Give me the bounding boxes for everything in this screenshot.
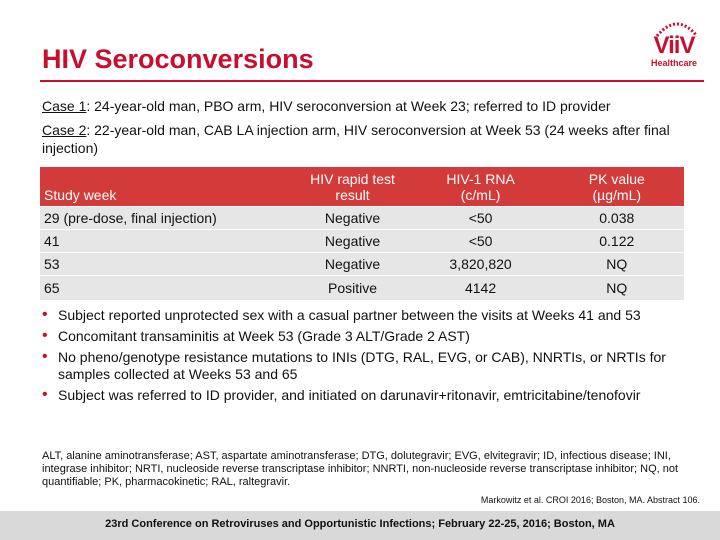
case-1 — [42, 97, 706, 115]
cell-week: 29 (pre-dose, final injection) — [40, 207, 293, 230]
cell-pk-value: 0.038 — [550, 207, 684, 230]
table-row — [40, 253, 684, 276]
case-2-text: : 22-year-old man, CAB LA injection arm, HIV seroconversion at Week 53 (24 weeks after final injection) — [42, 122, 670, 156]
cell-rapid-test: Negative — [293, 230, 411, 253]
table-row — [40, 276, 684, 301]
cell-week: 65 — [40, 276, 293, 301]
logo-name: ViiV — [653, 32, 695, 59]
case-1-label: Case 1 — [42, 98, 87, 114]
header-study-week: Study week — [40, 167, 293, 207]
cell-hiv-rna: <50 — [412, 230, 550, 253]
table-row — [40, 230, 684, 253]
cell-rapid-test: Negative — [293, 253, 411, 276]
header-rapid-test: HIV rapid test result — [293, 167, 411, 207]
viiv-logo — [640, 18, 708, 70]
footer-bar — [0, 511, 720, 540]
header-hiv-rna: HIV-1 RNA (c/mL) — [412, 167, 550, 207]
findings-list — [42, 307, 682, 408]
case-1-text: : 24-year-old man, PBO arm, HIV seroconversion at Week 23; referred to ID provider — [86, 98, 611, 114]
cell-week: 53 — [40, 253, 293, 276]
cell-week: 41 — [40, 230, 293, 253]
title-divider — [40, 80, 704, 82]
list-item: • No pheno/genotype resistance mutations to INIs (DTG, RAL, EVG, or CAB), NNRTIs, or NRTIs for samples collected at Weeks 53 and 65 — [42, 349, 682, 383]
list-item: • Subject reported unprotected sex with a casual partner between the visits at Weeks 41 and 53 — [42, 307, 682, 324]
case-2 — [42, 121, 706, 157]
table-row — [40, 207, 684, 230]
cell-hiv-rna: 4142 — [412, 276, 550, 301]
results-table — [40, 167, 684, 300]
footer-text: 23rd Conference on Retroviruses and Opportunistic Infections; February 22-25, 2016; Boston, MA — [105, 518, 615, 530]
cell-pk-value: 0.122 — [550, 230, 684, 253]
citation: Markowitz et al. CROI 2016; Boston, MA. Abstract 106. — [480, 495, 700, 505]
list-item: • Concomitant transaminitis at Week 53 (Grade 3 ALT/Grade 2 AST) — [42, 328, 682, 345]
cell-hiv-rna: <50 — [412, 207, 550, 230]
abbreviations-note: ALT, alanine aminotransferase; AST, aspartate aminotransferase; DTG, dolutegravir; EVG, elvitegravir; ID, infectious disease; INI, integrase inhibitor; NRTI, nucleoside reverse transcriptase inhibitor; NNRTI, non-nucleoside reverse transcriptase inhibitor; NQ, not quantifiable; PK, pharmacokinetic; RAL, raltegravir. — [42, 450, 679, 488]
header-pk-value: PK value (µg/mL) — [550, 167, 684, 207]
table-header-row — [40, 167, 684, 207]
cell-pk-value: NQ — [550, 253, 684, 276]
list-item: • Subject was referred to ID provider, and initiated on darunavir+ritonavir, emtricitabine/tenofovir — [42, 387, 682, 404]
cell-pk-value: NQ — [550, 276, 684, 301]
logo-subtitle: Healthcare — [650, 58, 698, 68]
cell-rapid-test: Negative — [293, 207, 411, 230]
case-descriptions — [42, 97, 706, 163]
page-title: HIV Seroconversions — [42, 44, 314, 74]
cell-hiv-rna: 3,820,820 — [412, 253, 550, 276]
case-2-label: Case 2 — [42, 122, 87, 138]
cell-rapid-test: Positive — [293, 276, 411, 301]
